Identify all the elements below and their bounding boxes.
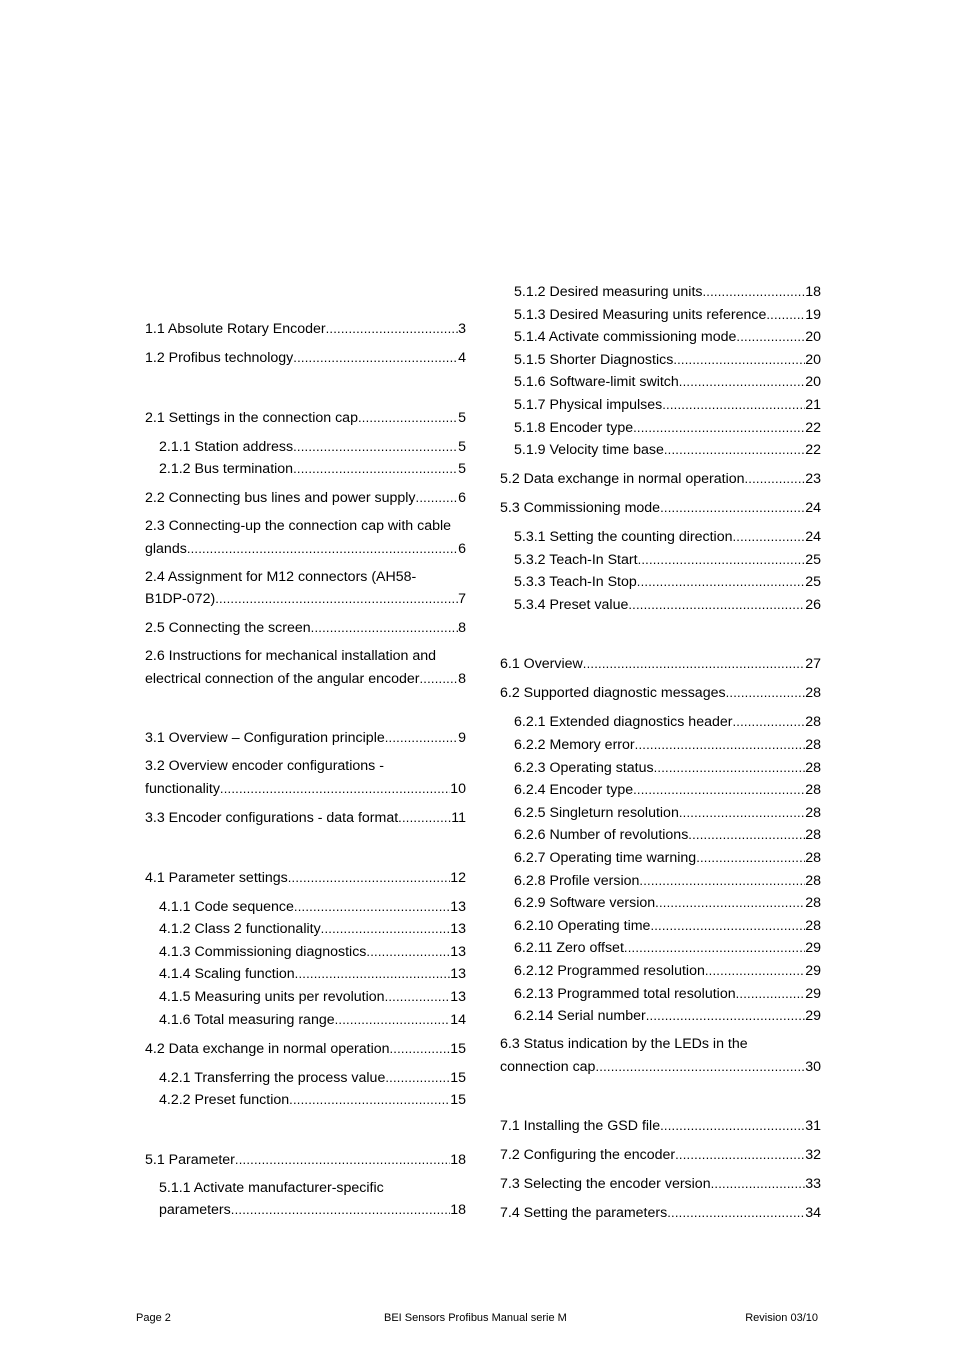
dot-leader xyxy=(326,318,459,340)
dot-leader xyxy=(321,918,451,940)
toc-page-number: 12 xyxy=(450,869,466,886)
toc-subentry[interactable] xyxy=(500,1005,821,1028)
toc-entry-title: 6.2.14 Serial number xyxy=(514,1008,646,1025)
dot-leader xyxy=(667,1202,805,1224)
dot-leader xyxy=(660,497,805,519)
toc-page-number: 28 xyxy=(805,872,821,889)
toc-entry-title: 4.2.1 Transferring the process value xyxy=(159,1069,386,1086)
toc-entry-title: 5.3.3 Teach-In Stop xyxy=(514,574,637,591)
toc-subentry[interactable] xyxy=(500,915,821,938)
dot-leader xyxy=(654,757,806,779)
toc-section-group xyxy=(500,1115,821,1225)
toc-entry-title: 4.1.5 Measuring units per revolution xyxy=(159,988,385,1005)
dot-leader xyxy=(628,594,805,616)
toc-page-number: 20 xyxy=(805,351,821,368)
toc-subentry[interactable] xyxy=(500,983,821,1006)
toc-entry-title: connection cap xyxy=(500,1058,596,1075)
dot-leader xyxy=(679,802,805,824)
toc-entry-title: 1.2 Profibus technology xyxy=(145,349,294,366)
toc-page-number: 25 xyxy=(805,551,821,568)
dot-leader xyxy=(235,1149,450,1171)
footer-revision: Revision 03/10 xyxy=(745,1312,818,1324)
toc-entry-title-line1: 2.6 Instructions for mechanical installation and xyxy=(145,648,437,665)
toc-page-number: 29 xyxy=(805,940,821,957)
toc-entry-title-line1: 3.2 Overview encoder configurations - xyxy=(145,758,384,775)
toc-subentry[interactable] xyxy=(500,757,821,780)
toc-page-number: 5 xyxy=(458,438,466,455)
dot-leader xyxy=(638,549,806,571)
toc-page-number: 20 xyxy=(805,329,821,346)
toc-subentry[interactable] xyxy=(145,436,466,459)
dot-leader xyxy=(293,458,458,480)
toc-subentry[interactable] xyxy=(500,349,821,372)
toc-page-number: 10 xyxy=(450,781,466,798)
toc-entry[interactable] xyxy=(145,567,466,611)
toc-page-number: 15 xyxy=(450,1092,466,1109)
dot-leader xyxy=(293,347,458,369)
toc-page-number: 7 xyxy=(458,591,466,608)
toc-entry-title: 3.3 Encoder configurations - data format xyxy=(145,810,399,827)
toc-page-number: 9 xyxy=(458,730,466,747)
toc-entry-title: 4.2.2 Preset function xyxy=(159,1092,290,1109)
dot-leader xyxy=(385,986,451,1008)
toc-entry-title: 7.1 Installing the GSD file xyxy=(500,1118,661,1135)
dot-leader xyxy=(416,487,459,509)
toc-page-number: 13 xyxy=(450,988,466,1005)
toc-entry[interactable] xyxy=(500,1034,821,1078)
dot-leader xyxy=(633,779,805,801)
toc-entry-title: 4.1.3 Commissioning diagnostics xyxy=(159,943,367,960)
toc-entry-title: 6.2.8 Profile version xyxy=(514,872,640,889)
toc-page-number: 18 xyxy=(805,284,821,300)
toc-entry[interactable] xyxy=(145,617,466,640)
toc-page-number: 28 xyxy=(805,737,821,754)
toc-page-number: 18 xyxy=(450,1202,466,1219)
toc-page-number: 33 xyxy=(805,1176,821,1193)
toc-page-number: 29 xyxy=(805,1008,821,1025)
toc-subentry[interactable] xyxy=(500,711,821,734)
toc-subentry[interactable] xyxy=(500,326,821,349)
toc-page-number: 24 xyxy=(805,500,821,517)
toc-subentry[interactable] xyxy=(145,1089,466,1112)
toc-page-number: 18 xyxy=(450,1151,466,1168)
toc-entry[interactable] xyxy=(145,407,466,430)
toc-entry[interactable] xyxy=(145,867,466,890)
toc-entry[interactable] xyxy=(145,807,466,830)
toc-section-group xyxy=(145,318,466,370)
toc-page-number: 8 xyxy=(458,670,466,687)
toc-page-number: 28 xyxy=(805,827,821,844)
toc-entry-title: 6.2.10 Operating time xyxy=(514,917,651,934)
toc-page-number: 13 xyxy=(450,921,466,938)
toc-entry[interactable] xyxy=(145,318,466,341)
dot-leader xyxy=(650,915,805,937)
toc-page-number: 27 xyxy=(805,656,821,673)
toc-entry-title: 5.3.2 Teach-In Start xyxy=(514,551,638,568)
toc-subentry[interactable] xyxy=(500,960,821,983)
toc-entry-title: 6.2.9 Software version xyxy=(514,895,656,912)
toc-page-number: 21 xyxy=(805,396,821,413)
toc-subentry[interactable] xyxy=(500,304,821,327)
toc-entry-title: 5.1.9 Velocity time base xyxy=(514,442,664,459)
dot-leader xyxy=(624,937,805,959)
toc-page-number: 28 xyxy=(805,895,821,912)
toc-page-number: 5 xyxy=(458,461,466,478)
dot-leader xyxy=(215,588,458,610)
toc-entry-title: 6.2.2 Memory error xyxy=(514,737,635,754)
dot-leader xyxy=(635,734,806,756)
dot-leader xyxy=(385,727,458,749)
toc-entry-title-line1: 6.3 Status indication by the LEDs in the xyxy=(500,1036,748,1053)
toc-entry-title: 6.2.11 Zero offset xyxy=(514,940,624,957)
toc-entry-title: 5.1.2 Desired measuring units xyxy=(514,284,703,300)
toc-page-number: 28 xyxy=(805,685,821,702)
dot-leader xyxy=(702,281,805,303)
dot-leader xyxy=(583,653,805,675)
toc-page-number: 19 xyxy=(805,306,821,323)
dot-leader xyxy=(293,436,458,458)
dot-leader xyxy=(385,1067,450,1089)
dot-leader xyxy=(231,1199,450,1221)
toc-page-number: 13 xyxy=(450,898,466,915)
toc-entry-title: 6.2.3 Operating status xyxy=(514,759,654,776)
toc-subentry[interactable] xyxy=(500,371,821,394)
dot-leader xyxy=(289,1089,450,1111)
dot-leader xyxy=(675,1144,805,1166)
dot-leader xyxy=(294,896,450,918)
dot-leader xyxy=(419,668,458,690)
dot-leader xyxy=(660,1115,805,1137)
toc-left-column xyxy=(145,318,466,1259)
toc-page-number: 22 xyxy=(805,419,821,436)
dot-leader xyxy=(220,778,450,800)
toc-entry-title: B1DP-072) xyxy=(145,591,216,608)
toc-subentry[interactable] xyxy=(145,1067,466,1090)
toc-entry-title: parameters xyxy=(159,1202,231,1219)
dot-leader xyxy=(711,1173,806,1195)
toc-subentry[interactable] xyxy=(145,1009,466,1032)
dot-leader xyxy=(688,824,805,846)
toc-subentry[interactable] xyxy=(500,937,821,960)
toc-entry-title: 6.1 Overview xyxy=(500,656,583,673)
toc-page-number: 28 xyxy=(805,850,821,867)
toc-section-group xyxy=(145,867,466,1112)
toc-entry[interactable] xyxy=(145,1149,466,1172)
dot-leader xyxy=(726,682,806,704)
dot-leader xyxy=(288,867,450,889)
toc-page-number: 15 xyxy=(450,1069,466,1086)
toc-subentry[interactable] xyxy=(500,281,821,304)
toc-entry-title: 6.2.6 Number of revolutions xyxy=(514,827,689,844)
dot-leader xyxy=(662,394,805,416)
toc-page-number: 6 xyxy=(458,490,466,507)
dot-leader xyxy=(595,1056,805,1078)
toc-page-number: 13 xyxy=(450,943,466,960)
toc-page-number: 5 xyxy=(458,409,466,426)
toc-subentry[interactable] xyxy=(145,963,466,986)
toc-page-number: 32 xyxy=(805,1147,821,1164)
dot-leader xyxy=(705,960,805,982)
toc-entry[interactable] xyxy=(145,727,466,750)
toc-entry-title: 5.1.3 Desired Measuring units reference xyxy=(514,306,767,323)
toc-entry-title: 4.1.2 Class 2 functionality xyxy=(159,921,321,938)
toc-entry-title: glands xyxy=(145,540,187,557)
dot-leader xyxy=(639,870,805,892)
toc-entry-title: 7.2 Configuring the encoder xyxy=(500,1147,676,1164)
toc-entry-title: 5.1.4 Activate commissioning mode xyxy=(514,329,737,346)
toc-entry[interactable] xyxy=(145,347,466,370)
toc-subentry[interactable] xyxy=(500,549,821,572)
toc-subentry[interactable] xyxy=(500,417,821,440)
toc-subentry[interactable] xyxy=(500,526,821,549)
toc-entry[interactable] xyxy=(500,1173,821,1196)
toc-entry-title: 2.1.2 Bus termination xyxy=(159,461,294,478)
toc-entry[interactable] xyxy=(145,487,466,510)
toc-entry-title: 6.2.5 Singleturn resolution xyxy=(514,804,679,821)
toc-entry-title: 2.1.1 Station address xyxy=(159,438,294,455)
dot-leader xyxy=(736,983,806,1005)
toc-entry-title: 6.2.1 Extended diagnostics header xyxy=(514,714,733,731)
toc-subentry[interactable] xyxy=(500,571,821,594)
toc-page-number: 14 xyxy=(450,1011,466,1028)
toc-subentry[interactable] xyxy=(500,594,821,617)
dot-leader xyxy=(398,807,451,829)
toc-page-number: 28 xyxy=(805,759,821,776)
toc-entry-title: 4.1.1 Code sequence xyxy=(159,898,294,915)
toc-entry[interactable] xyxy=(145,646,466,690)
toc-entry-title: 5.1.8 Encoder type xyxy=(514,419,634,436)
dot-leader xyxy=(633,417,805,439)
toc-subentry[interactable] xyxy=(500,802,821,825)
dot-leader xyxy=(187,538,458,560)
toc-entry-title: 2.5 Connecting the screen xyxy=(145,620,311,637)
toc-entry-title: 4.1 Parameter settings xyxy=(145,869,288,886)
toc-subentry[interactable] xyxy=(145,1178,466,1222)
toc-page-number: 22 xyxy=(805,442,821,459)
toc-entry-title: 4.2 Data exchange in normal operation xyxy=(145,1040,390,1057)
toc-entry-title: 2.2 Connecting bus lines and power supply xyxy=(145,490,416,507)
toc-entry-title: 1.1 Absolute Rotary Encoder xyxy=(145,321,326,337)
toc-entry-title: 5.1 Parameter xyxy=(145,1151,235,1168)
toc-page-number: 28 xyxy=(805,917,821,934)
toc-entry[interactable] xyxy=(500,468,821,491)
toc-section-group xyxy=(500,281,821,616)
toc-page-number: 26 xyxy=(805,596,821,613)
toc-entry[interactable] xyxy=(145,1038,466,1061)
dot-leader xyxy=(335,1009,451,1031)
toc-subentry[interactable] xyxy=(500,847,821,870)
toc-entry-title: functionality xyxy=(145,781,220,798)
dot-leader xyxy=(646,1005,806,1027)
toc-page-number: 28 xyxy=(805,804,821,821)
toc-entry-title: 6.2 Supported diagnostic messages xyxy=(500,685,726,702)
toc-entry-title: 6.2.7 Operating time warning xyxy=(514,850,697,867)
toc-subentry[interactable] xyxy=(500,439,821,462)
toc-right-column xyxy=(500,281,821,1262)
toc-page-number: 24 xyxy=(805,529,821,546)
toc-subentry[interactable] xyxy=(500,394,821,417)
toc-entry-title: 3.1 Overview – Configuration principle xyxy=(145,730,385,747)
toc-entry-title: 6.2.13 Programmed total resolution xyxy=(514,985,736,1002)
toc-entry[interactable] xyxy=(500,682,821,705)
dot-leader xyxy=(366,941,450,963)
dot-leader xyxy=(311,617,458,639)
toc-page-number: 31 xyxy=(805,1118,821,1135)
toc-section-group xyxy=(145,1149,466,1222)
toc-subentry[interactable] xyxy=(500,734,821,757)
toc-subentry[interactable] xyxy=(145,896,466,919)
toc-subentry[interactable] xyxy=(500,824,821,847)
toc-entry-title-line1: 5.1.1 Activate manufacturer-specific xyxy=(159,1179,384,1196)
dot-leader xyxy=(745,468,806,490)
toc-page-number: 6 xyxy=(458,540,466,557)
toc-page-number: 8 xyxy=(458,620,466,637)
toc-page-number: 20 xyxy=(805,374,821,391)
toc-entry-title: 4.1.6 Total measuring range xyxy=(159,1011,335,1028)
toc-page-number: 29 xyxy=(805,962,821,979)
toc-page-number: 29 xyxy=(805,985,821,1002)
toc-entry[interactable] xyxy=(500,1202,821,1225)
dot-leader xyxy=(358,407,458,429)
toc-page-number: 4 xyxy=(458,349,466,366)
toc-entry-title: 4.1.4 Scaling function xyxy=(159,966,295,983)
dot-leader xyxy=(766,304,805,326)
footer-document-title: BEI Sensors Profibus Manual serie M xyxy=(384,1312,567,1324)
dot-leader xyxy=(736,326,805,348)
toc-subentry[interactable] xyxy=(500,779,821,802)
toc-entry[interactable] xyxy=(145,756,466,800)
toc-entry-title: 6.2.4 Encoder type xyxy=(514,782,634,799)
toc-entry-title: 7.3 Selecting the encoder version xyxy=(500,1176,711,1193)
toc-subentry[interactable] xyxy=(145,986,466,1009)
toc-page-number: 34 xyxy=(805,1205,821,1222)
toc-entry-title: 2.1 Settings in the connection cap xyxy=(145,409,358,426)
toc-entry-title: 5.3.1 Setting the counting direction xyxy=(514,529,733,546)
dot-leader xyxy=(664,439,805,461)
dot-leader xyxy=(390,1038,451,1060)
toc-subentry[interactable] xyxy=(145,458,466,481)
toc-entry-title: 5.2 Data exchange in normal operation xyxy=(500,471,745,488)
toc-entry-title: electrical connection of the angular encoder xyxy=(145,670,420,687)
toc-entry[interactable] xyxy=(500,653,821,676)
dot-leader xyxy=(732,526,805,548)
toc-subentry[interactable] xyxy=(145,918,466,941)
toc-entry-title: 5.1.7 Physical impulses xyxy=(514,396,663,413)
toc-section-group xyxy=(145,407,466,691)
toc-entry-title: 5.3 Commissioning mode xyxy=(500,500,661,517)
toc-page-number: 28 xyxy=(805,714,821,731)
toc-entry-title-line1: 2.3 Connecting-up the connection cap with cable xyxy=(145,518,452,535)
toc-subentry[interactable] xyxy=(500,870,821,893)
toc-page-number: 15 xyxy=(450,1040,466,1057)
toc-subentry[interactable] xyxy=(145,941,466,964)
toc-page-number: 23 xyxy=(805,471,821,488)
toc-page-number: 13 xyxy=(450,966,466,983)
dot-leader xyxy=(295,963,451,985)
dot-leader xyxy=(679,371,805,393)
dot-leader xyxy=(673,349,805,371)
toc-entry[interactable] xyxy=(500,497,821,520)
toc-entry-title: 5.1.6 Software-limit switch xyxy=(514,374,679,391)
toc-page-number: 3 xyxy=(458,321,466,337)
toc-entry[interactable] xyxy=(500,1115,821,1138)
toc-section-group xyxy=(500,653,821,1078)
toc-entry-title: 5.1.5 Shorter Diagnostics xyxy=(514,351,674,368)
dot-leader xyxy=(637,571,805,593)
toc-entry[interactable] xyxy=(500,1144,821,1167)
toc-page-number: 30 xyxy=(805,1058,821,1075)
toc-page-number: 25 xyxy=(805,574,821,591)
toc-page-number: 11 xyxy=(451,810,466,827)
toc-entry-title: 6.2.12 Programmed resolution xyxy=(514,962,705,979)
toc-entry[interactable] xyxy=(145,516,466,560)
toc-entry-title: 5.3.4 Preset value xyxy=(514,596,629,613)
dot-leader xyxy=(655,892,805,914)
footer-page-number: Page 2 xyxy=(136,1312,171,1324)
toc-page-number: 28 xyxy=(805,782,821,799)
toc-entry-title: 7.4 Setting the parameters xyxy=(500,1205,668,1222)
toc-entry-title-line1: 2.4 Assignment for M12 connectors (AH58- xyxy=(145,568,417,585)
toc-subentry[interactable] xyxy=(500,892,821,915)
toc-section-group xyxy=(145,727,466,829)
dot-leader xyxy=(696,847,805,869)
dot-leader xyxy=(733,711,806,733)
